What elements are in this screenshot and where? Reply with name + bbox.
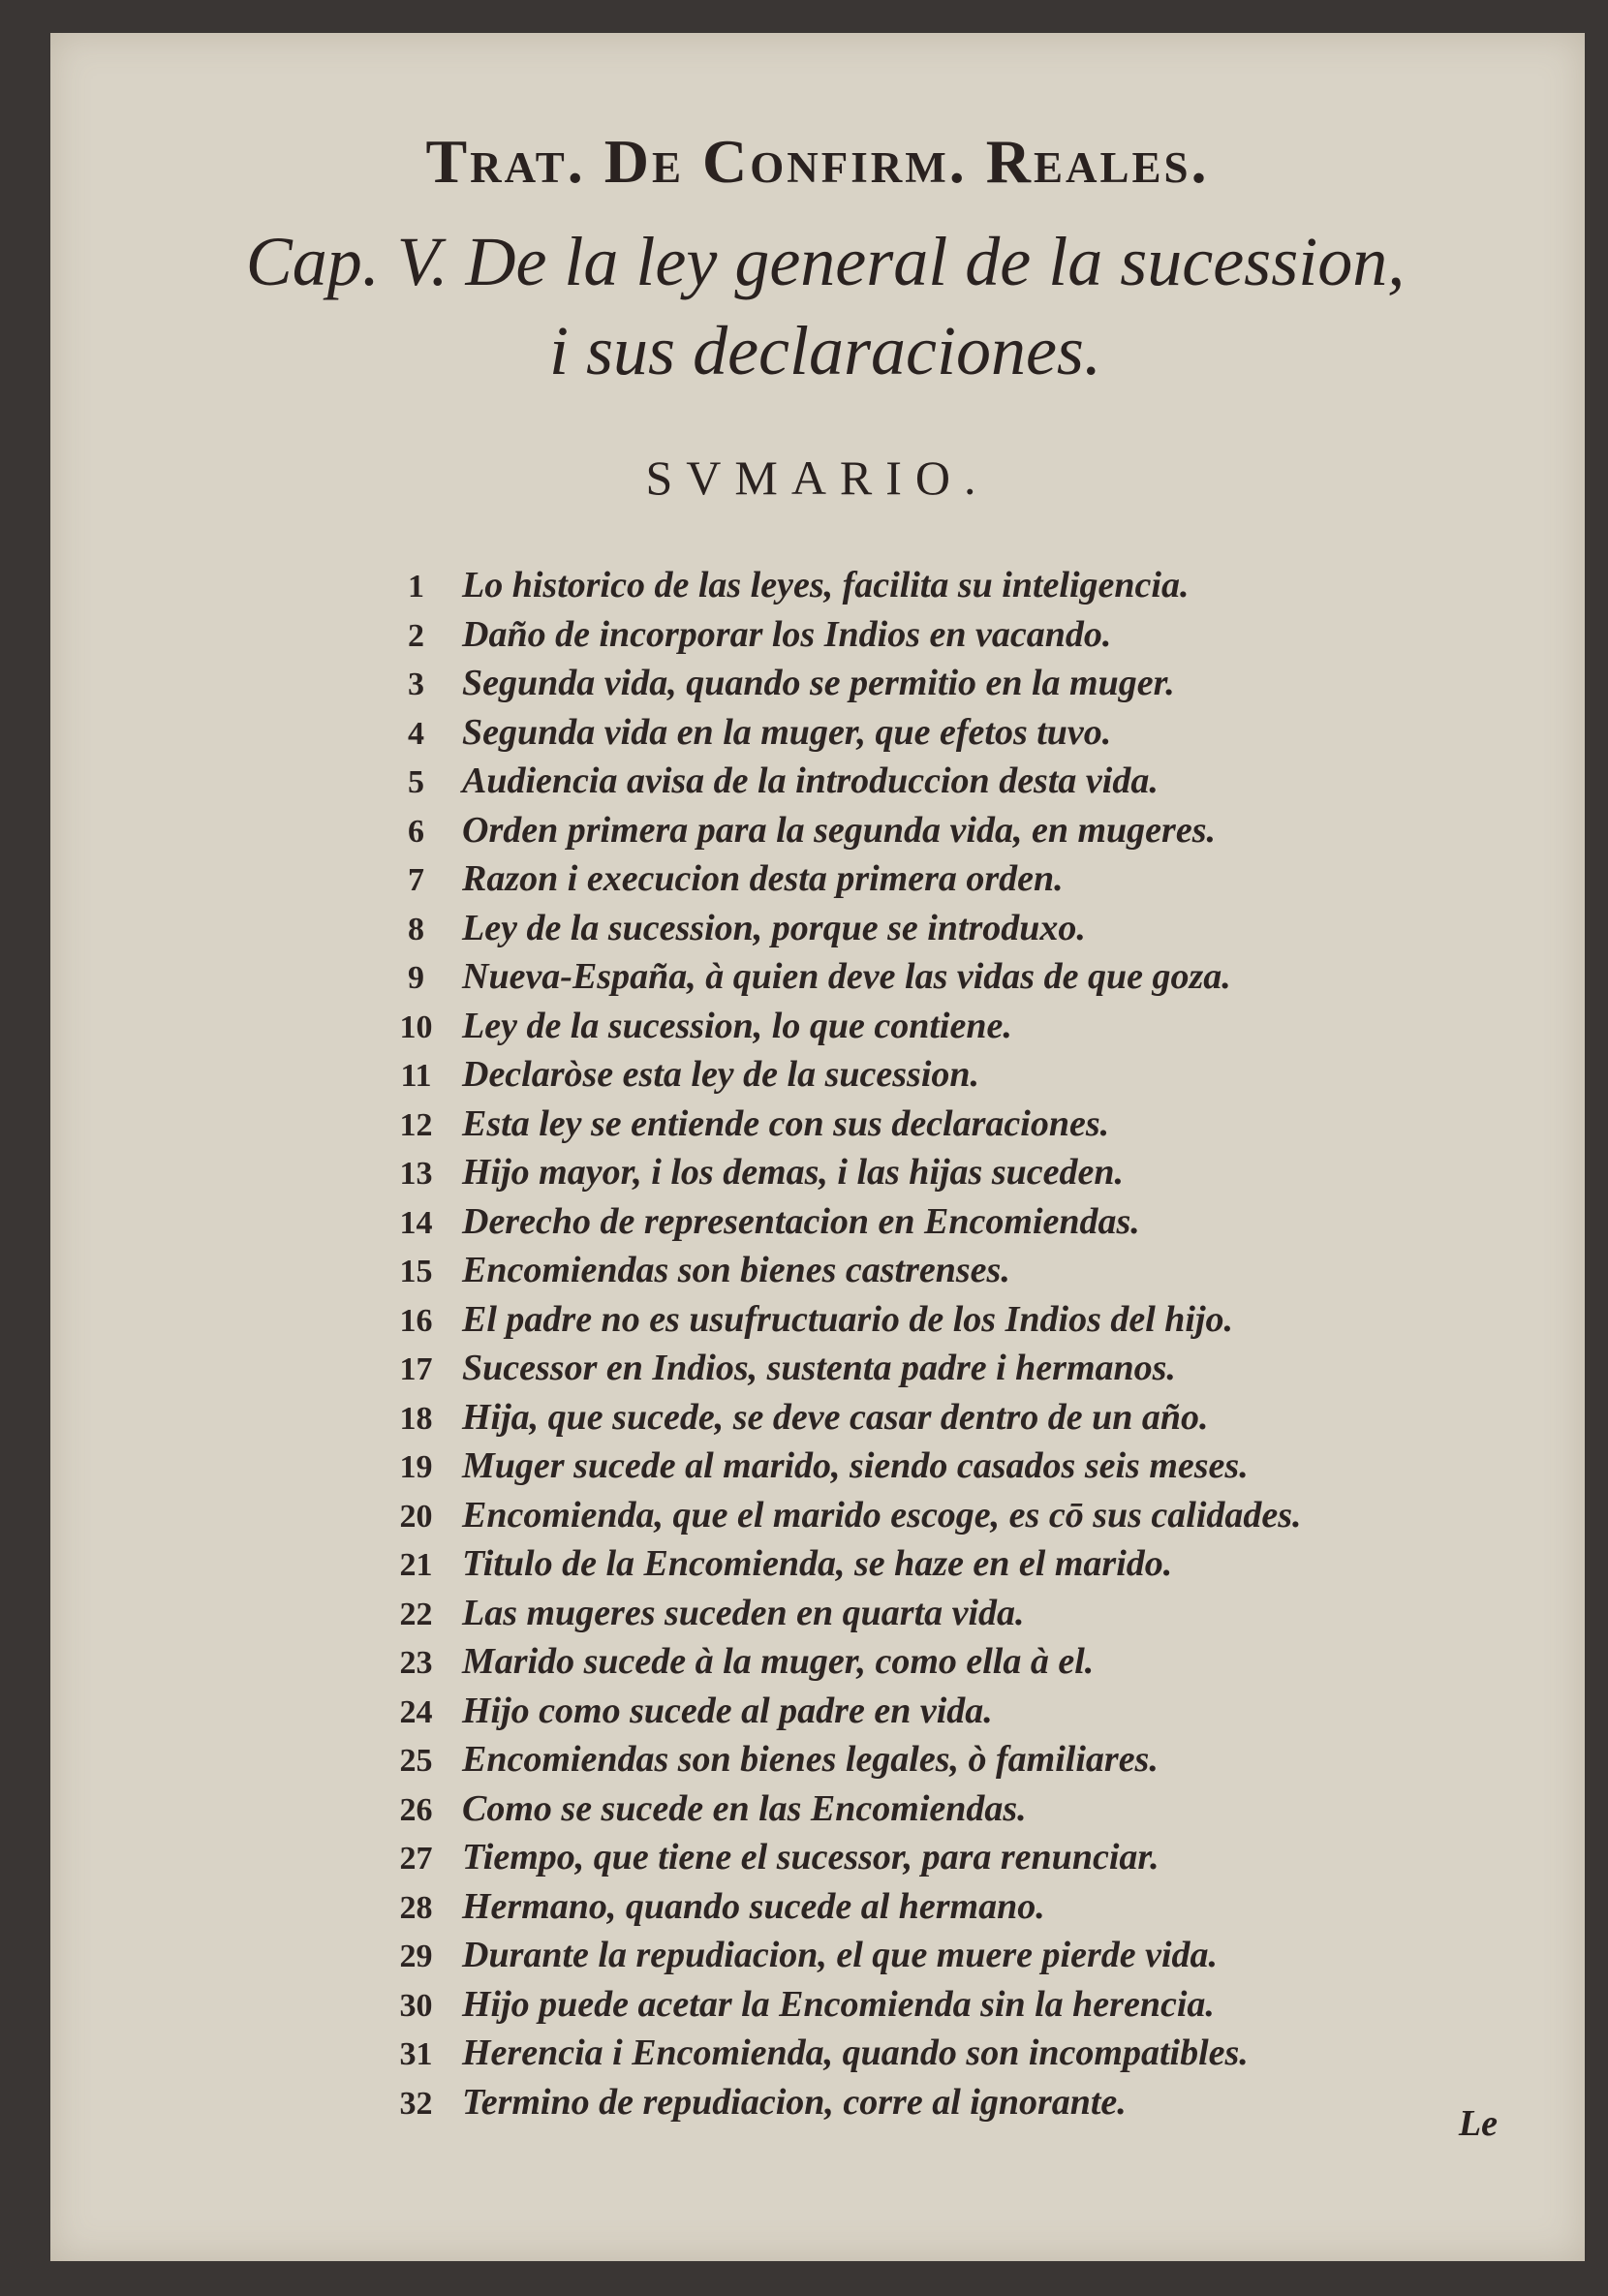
entry-number: 8 (408, 911, 424, 947)
entry-text: Segunda vida en la muger, que efetos tuvo. (462, 711, 1112, 753)
summary-entry (370, 1787, 1532, 1837)
summary-entry (370, 1200, 1532, 1250)
summary-entry (370, 1542, 1532, 1592)
summary-entry (370, 1934, 1532, 1983)
summary-list (370, 564, 1532, 2129)
entry-number: 20 (399, 1498, 433, 1535)
entry-number: 21 (399, 1547, 433, 1583)
summary-entry (370, 907, 1532, 956)
entry-text: Muger sucede al marido, siendo casados seis meses. (462, 1445, 1249, 1486)
summary-entry (370, 1592, 1532, 1641)
summary-entry (370, 711, 1532, 760)
entry-number: 5 (408, 764, 424, 800)
entry-text: Declaròse esta ley de la sucession. (462, 1054, 980, 1095)
entry-text: Titulo de la Encomienda, se haze en el marido. (462, 1543, 1173, 1584)
entry-text: Hijo puede acetar la Encomienda sin la herencia. (462, 1983, 1215, 2025)
entry-number: 1 (408, 569, 424, 605)
entry-number: 30 (399, 1987, 433, 2024)
entry-text: Las mugeres suceden en quarta vida. (462, 1592, 1025, 1633)
summary-entry (370, 1396, 1532, 1445)
entry-text: Sucessor en Indios, sustenta padre i hermanos. (462, 1348, 1176, 1388)
entry-number: 31 (399, 2036, 433, 2072)
entry-text: Hija, que sucede, se deve casar dentro de un año. (462, 1396, 1209, 1438)
summary-entry (370, 1494, 1532, 1543)
entry-text: Hermano, quando sucede al hermano. (462, 1885, 1045, 1927)
summary-entry (370, 2081, 1532, 2130)
summary-entry (370, 857, 1532, 907)
chapter-title (167, 217, 1484, 395)
entry-number: 16 (399, 1302, 433, 1339)
entry-number: 29 (399, 1939, 433, 1974)
summary-entry (370, 662, 1532, 711)
entry-text: Durante la repudiacion, el que muere pierde vida. (462, 1935, 1219, 1975)
summary-entry (370, 1298, 1532, 1348)
entry-text: Razon i execucion desta primera orden. (462, 858, 1064, 899)
entry-number: 2 (408, 617, 424, 654)
summary-entry (370, 1640, 1532, 1690)
summary-entry (370, 613, 1532, 663)
summary-entry (370, 1983, 1532, 2032)
entry-text: Nueva-España, à quien deve las vidas de que goza. (462, 956, 1231, 997)
entry-number: 22 (399, 1596, 433, 1632)
entry-number: 14 (399, 1204, 433, 1241)
entry-number: 13 (399, 1156, 433, 1192)
summary-entry (370, 1885, 1532, 1935)
entry-text: Orden primera para la segunda vida, en mugeres. (462, 809, 1216, 851)
entry-number: 26 (399, 1791, 433, 1828)
entry-text: Audiencia avisa de la introduccion desta vida. (462, 760, 1159, 801)
chapter-title-line-2: i sus declaraciones. (549, 312, 1101, 389)
chapter-title-line-1: Cap. V. De la ley general de la sucession, (245, 223, 1406, 300)
entry-number: 23 (399, 1645, 433, 1681)
entry-number: 7 (408, 862, 424, 898)
entry-number: 19 (399, 1449, 433, 1485)
entry-text: Encomiendas son bienes legales, ò familiares. (462, 1739, 1159, 1780)
entry-text: Lo historico de las leyes, facilita su inteligencia. (462, 565, 1190, 605)
summary-entry (370, 1836, 1532, 1885)
entry-number: 11 (400, 1058, 432, 1094)
book-page (50, 33, 1585, 2261)
summary-entry (370, 1151, 1532, 1200)
summary-entry (370, 2032, 1532, 2081)
entry-number: 9 (408, 960, 424, 996)
entry-text: Termino de repudiacion, corre al ignorante. (462, 2081, 1127, 2123)
entry-text: El padre no es usufructuario de los Indios del hijo. (462, 1298, 1234, 1340)
summary-entry (370, 1444, 1532, 1494)
entry-number: 25 (399, 1743, 433, 1779)
summary-entry (370, 1690, 1532, 1739)
entry-text: Encomienda, que el marido escoge, es cō sus calidades. (462, 1494, 1302, 1536)
entry-text: Daño de incorporar los Indios en vacando. (462, 613, 1112, 655)
entry-number: 24 (399, 1693, 433, 1730)
summary-entry (370, 1738, 1532, 1787)
entry-number: 28 (399, 1889, 433, 1926)
summary-entry (370, 1347, 1532, 1396)
entry-number: 18 (399, 1400, 433, 1437)
entry-text: Marido sucede à la muger, como ella à el. (462, 1641, 1095, 1682)
entry-text: Encomiendas son bienes castrenses. (462, 1250, 1010, 1290)
running-head: Trat. De Confirm. Reales. (425, 127, 1210, 196)
summary-entry (370, 1102, 1532, 1152)
summary-entry (370, 1053, 1532, 1102)
entry-number: 27 (399, 1841, 433, 1877)
entry-text: Esta ley se entiende con sus declaraciones. (462, 1102, 1110, 1144)
summary-entry (370, 809, 1532, 858)
entry-number: 3 (408, 667, 424, 702)
catchword: Le (1458, 2103, 1498, 2144)
entry-number: 12 (399, 1106, 433, 1143)
entry-number: 10 (399, 1008, 433, 1045)
entry-text: Segunda vida, quando se permitio en la muger. (462, 663, 1175, 703)
entry-number: 17 (399, 1351, 433, 1387)
entry-text: Hijo mayor, i los demas, i las hijas suceden. (462, 1152, 1124, 1193)
summary-entry (370, 564, 1532, 613)
summary-entry (370, 760, 1532, 809)
entry-number: 4 (408, 715, 424, 752)
entry-text: Derecho de representacion en Encomiendas. (462, 1200, 1140, 1242)
entry-text: Como se sucede en las Encomiendas. (462, 1787, 1027, 1829)
summary-entry (370, 1249, 1532, 1298)
entry-text: Ley de la sucession, lo que contiene. (462, 1005, 1012, 1046)
summary-entry (370, 955, 1532, 1005)
entry-number: 6 (408, 813, 424, 850)
entry-number: 15 (399, 1254, 433, 1289)
entry-text: Ley de la sucession, porque se introduxo. (462, 907, 1086, 948)
summary-entry (370, 1005, 1532, 1054)
summary-heading: SVMARIO. (645, 450, 990, 505)
entry-text: Tiempo, que tiene el sucessor, para renunciar. (462, 1837, 1160, 1877)
entry-number: 32 (399, 2085, 433, 2122)
entry-text: Herencia i Encomienda, quando son incompatibles. (462, 2032, 1249, 2073)
entry-text: Hijo como sucede al padre en vida. (462, 1690, 993, 1731)
